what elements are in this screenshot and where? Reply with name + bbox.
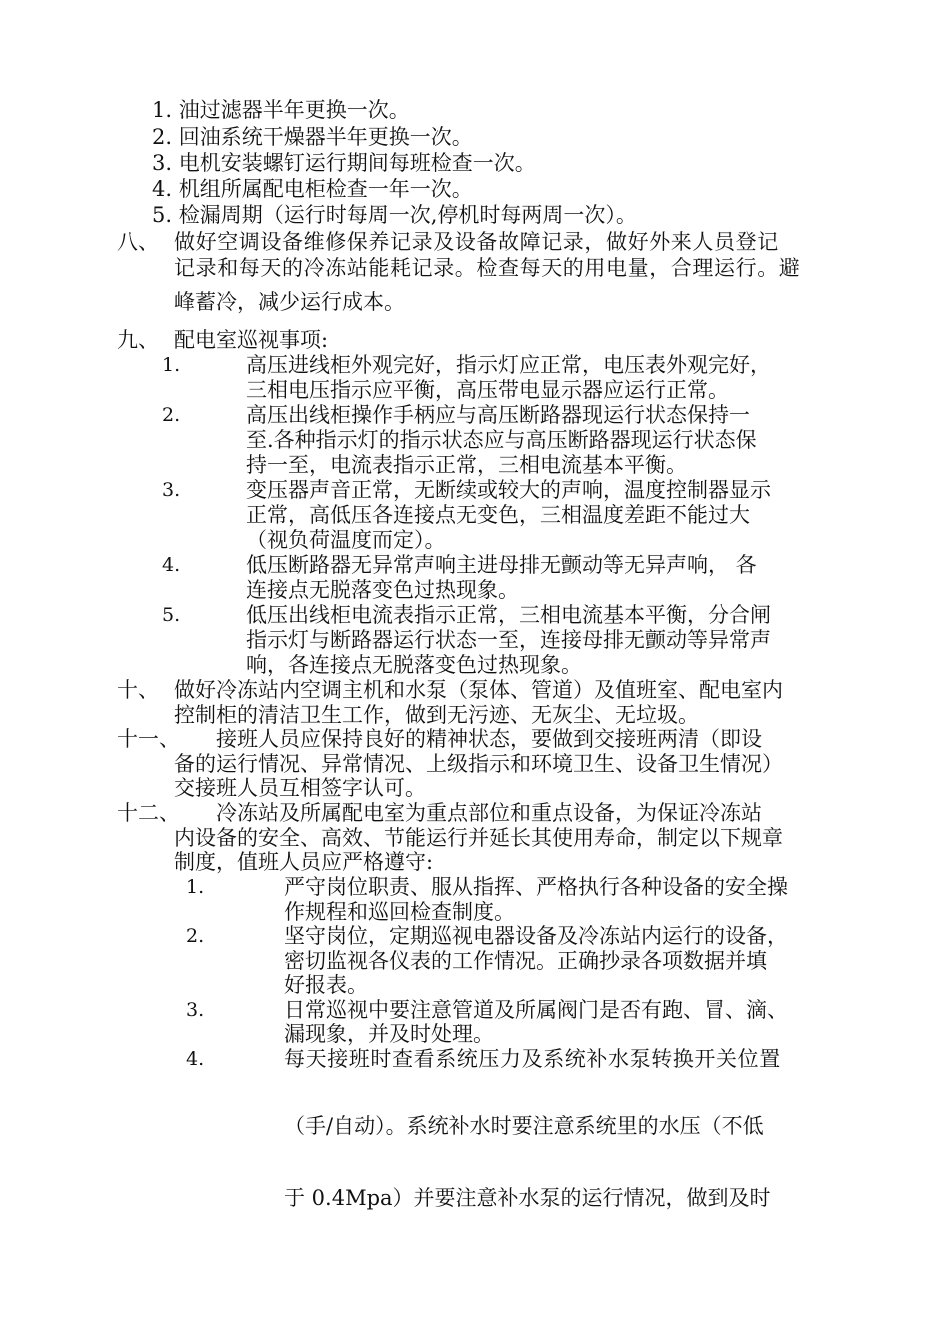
section-number: 十二、 xyxy=(117,801,180,825)
item-line: 至.各种指示灯的指示状态应与高压断路器现运行状态保 xyxy=(246,428,757,452)
item-number: 1. xyxy=(162,354,181,376)
list-item xyxy=(152,124,473,150)
item-line: 连接点无脱落变色过热现象。 xyxy=(246,578,519,602)
item-text: 检漏周期（运行时每周一次,停机时每两周一次）。 xyxy=(178,203,637,227)
item-line: 日常巡视中要注意管道及所属阀门是否有跑、冒、滴、 xyxy=(284,998,788,1022)
item-line: 变压器声音正常，无断续或较大的声响，温度控制器显示 xyxy=(246,478,771,502)
item-line: 高压进线柜外观完好，指示灯应正常，电压表外观完好， xyxy=(246,353,771,377)
item-line: 严守岗位职责、服从指挥、严格执行各种设备的安全操 xyxy=(284,875,788,899)
item-line: 正常，高低压各连接点无变色，三相温度差距不能过大 xyxy=(246,503,750,527)
paragraph-line: 内设备的安全、高效、节能运行并延长其使用寿命，制定以下规章 xyxy=(174,826,783,850)
item-line: 低压断路器无异常声响主进母排无颤动等无异声响， 各 xyxy=(246,553,757,577)
item-number: 4. xyxy=(152,177,173,201)
item-line: 每天接班时查看系统压力及系统补水泵转换开关位置 xyxy=(284,1047,781,1071)
item-line: 密切监视各仪表的工作情况。正确抄录各项数据并填 xyxy=(284,949,767,973)
paragraph-line: 做好空调设备维修保养记录及设备故障记录，做好外来人员登记 xyxy=(174,230,779,254)
list-item xyxy=(152,150,536,176)
item-number: 2. xyxy=(186,925,205,947)
paragraph-line: 交接班人员互相签字认可。 xyxy=(174,776,426,800)
item-line: 三相电压指示应平衡，高压带电显示器应运行正常。 xyxy=(246,378,729,402)
item-number: 4. xyxy=(162,554,181,576)
paragraph-line: 控制柜的清洁卫生工作，做到无污迹、无灰尘、无垃圾。 xyxy=(174,703,699,727)
item-line: 于 0.4Mpa）并要注意补水泵的运行情况，做到及时 xyxy=(284,1186,771,1210)
item-line: 坚守岗位，定期巡视电器设备及冷冻站内运行的设备， xyxy=(284,924,788,948)
paragraph-line: 接班人员应保持良好的精神状态，要做到交接班两清（即设 xyxy=(216,727,762,751)
item-text: 机组所属配电柜检查一年一次。 xyxy=(178,177,473,201)
section-number: 九、 xyxy=(117,328,159,352)
item-line: 作规程和巡回检查制度。 xyxy=(284,900,515,924)
item-number: 3. xyxy=(186,999,205,1021)
item-line: 好报表。 xyxy=(284,973,368,997)
list-item xyxy=(152,202,637,228)
item-line: （视负荷温度而定）。 xyxy=(246,528,446,552)
section-number: 八、 xyxy=(117,230,159,254)
item-line: 响，各连接点无脱落变色过热现象。 xyxy=(246,653,582,677)
item-number: 2. xyxy=(152,125,173,149)
item-line: 高压出线柜操作手柄应与高压断路器现运行状态保持一 xyxy=(246,403,750,427)
section-title: 配电室巡视事项: xyxy=(174,328,329,352)
paragraph-line: 备的运行情况、异常情况、上级指示和环境卫生、设备卫生情况） xyxy=(174,752,783,776)
item-line: （手/自动）。系统补水时要注意系统里的水压（不低 xyxy=(284,1114,764,1138)
section-number: 十一、 xyxy=(117,727,180,751)
item-text: 电机安装螺钉运行期间每班检查一次。 xyxy=(178,151,536,175)
item-text: 油过滤器半年更换一次。 xyxy=(178,98,410,122)
item-number: 5. xyxy=(162,604,181,626)
item-line: 指示灯与断路器运行状态一至，连接母排无颤动等异常声 xyxy=(246,628,771,652)
paragraph-line: 冷冻站及所属配电室为重点部位和重点设备，为保证冷冻站 xyxy=(216,801,762,825)
paragraph-line: 峰蓄冷，减少运行成本。 xyxy=(174,290,405,314)
item-number: 1. xyxy=(186,876,205,898)
item-number: 1. xyxy=(152,98,173,122)
list-item xyxy=(152,97,410,123)
section-number: 十、 xyxy=(117,678,159,702)
list-item xyxy=(152,176,473,202)
item-number: 3. xyxy=(162,479,181,501)
item-number: 4. xyxy=(186,1048,205,1070)
item-text: 回油系统干燥器半年更换一次。 xyxy=(178,125,473,149)
item-number: 5. xyxy=(152,203,173,227)
item-line: 漏现象，并及时处理。 xyxy=(284,1022,494,1046)
paragraph-line: 记录和每天的冷冻站能耗记录。检查每天的用电量，合理运行。避 xyxy=(174,256,801,280)
item-number: 3. xyxy=(152,151,173,175)
item-line: 低压出线柜电流表指示正常，三相电流基本平衡，分合闸 xyxy=(246,603,771,627)
item-number: 2. xyxy=(162,404,181,426)
paragraph-line: 制度，值班人员应严格遵守: xyxy=(174,850,434,874)
item-line: 持一至，电流表指示正常，三相电流基本平衡。 xyxy=(246,453,687,477)
paragraph-line: 做好冷冻站内空调主机和水泵（泵体、管道）及值班室、配电室内 xyxy=(174,678,783,702)
